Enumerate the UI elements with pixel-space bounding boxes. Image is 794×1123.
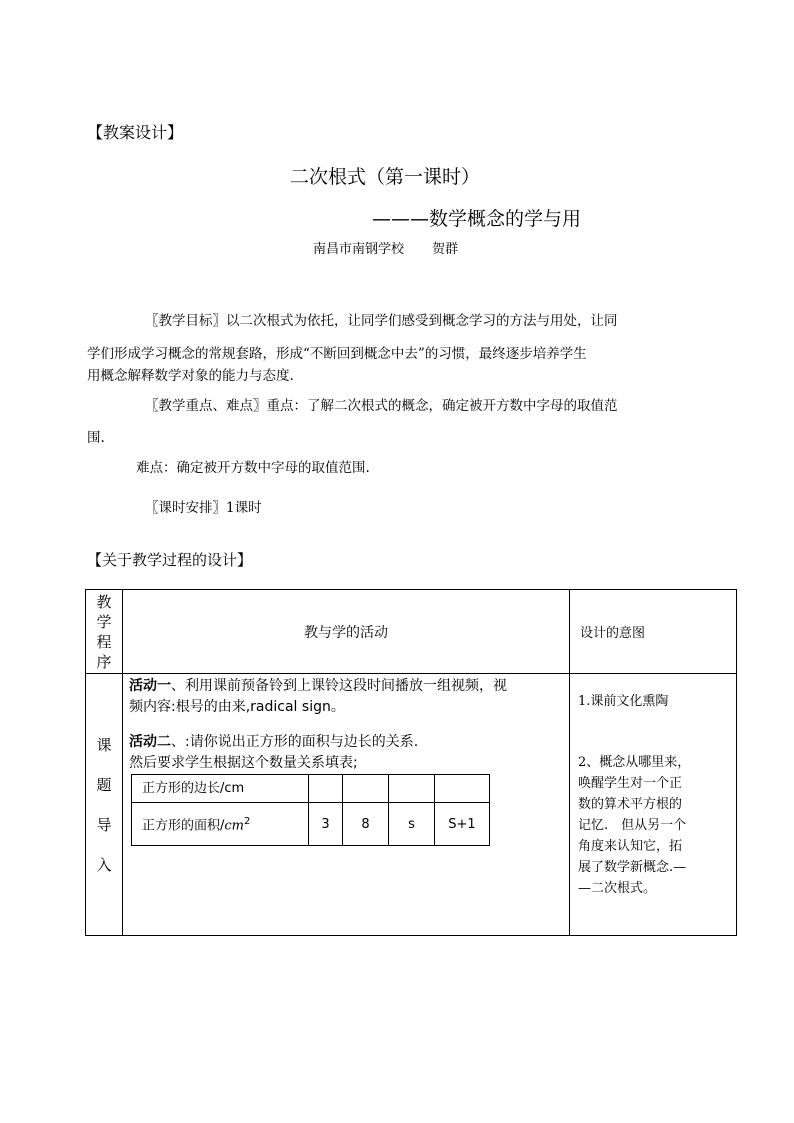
activity-1: 活动一、利用课前预备铃到上课铃这段时间播放一组视频，视 [129,678,507,694]
intent-1: 1.课前文化熏陶 [578,694,669,709]
difficulty-line: 难点：确定被开方数中字母的取值范围. [136,460,370,476]
activity-2: 活动二、:请你说出正方形的面积与边长的关系. [129,734,419,750]
goal-line-3: 用概念解释数学对象的能力与态度. [87,368,294,384]
fill-in-table [131,774,490,846]
side-cell-3[interactable] [389,775,435,803]
table-header-row [86,590,737,674]
page-subtitle: ———数学概念的学与用 [372,208,582,230]
process-table [85,589,737,936]
intent-2: 2、概念从哪里来， 唤醒学生对一个正 数的算术平方根的 记忆. 但从另一个 角度来认知它，拓 展了数学新概念.— —二次根式。 [578,755,691,896]
goal-line-1: 〖教学目标〗以二次根式为依托，让同学们感受到概念学习的方法与用处，让同 [145,313,618,329]
activity-cell: 活动一、利用课前预备铃到上课铃这段时间播放一组视频，视 频内容:根号的由来,radical sign。 活动二、:请你说出正方形的面积与边长的关系. 然后要求学生根据这个数量关系填表; 正方形的边长/cm 正方形的面积$/cm^2$ 3 8 s S+1 [123,674,570,936]
author-name: 贺群 [432,242,459,257]
side-cell-4[interactable] [435,775,490,803]
key-line-2: 围. [87,430,105,446]
key-label: 〖教学重点、难点〗 [145,398,267,414]
area-label: 正方形的面积$/cm^2$ [132,803,309,846]
page-title: 二次根式（第一课时） [290,166,481,188]
area-cell-4: S+1 [435,803,490,846]
side-cell-2[interactable] [343,775,389,803]
header-cell-activity: 教与学的活动 [123,590,570,674]
author-line [313,238,458,257]
side-length-row: 正方形的边长/cm [132,775,490,803]
header-cell-stage: 教 学 程 序 [86,590,123,674]
schedule-label: 〖课时安排〗 [145,500,226,516]
side-cell-1[interactable] [309,775,343,803]
area-row [132,803,490,846]
goal-label: 〖教学目标〗 [145,313,226,329]
key-line-1: 〖教学重点、难点〗重点：了解二次根式的概念，确定被开方数中字母的取值范 [145,398,618,414]
intent-cell [570,674,737,936]
area-cell-2: 8 [343,803,389,846]
goal-line-2: 学们形成学习概念的常规套路，形成“不断回到概念中去”的习惯，最终逐步培养学生 [87,346,587,362]
area-cell-1: 3 [309,803,343,846]
table-row [86,674,737,936]
stage-cell: 课 题 导 入 [86,674,123,936]
process-heading: 【关于教学过程的设计】 [87,551,253,569]
schedule-value: 1课时 [226,500,262,516]
author-school: 南昌市南钢学校 [313,242,405,257]
schedule-line [145,496,262,516]
area-cell-3: s [389,803,435,846]
section-heading-lesson-design: 【教案设计】 [87,123,184,142]
header-cell-intent: 设计的意图 [570,590,737,674]
